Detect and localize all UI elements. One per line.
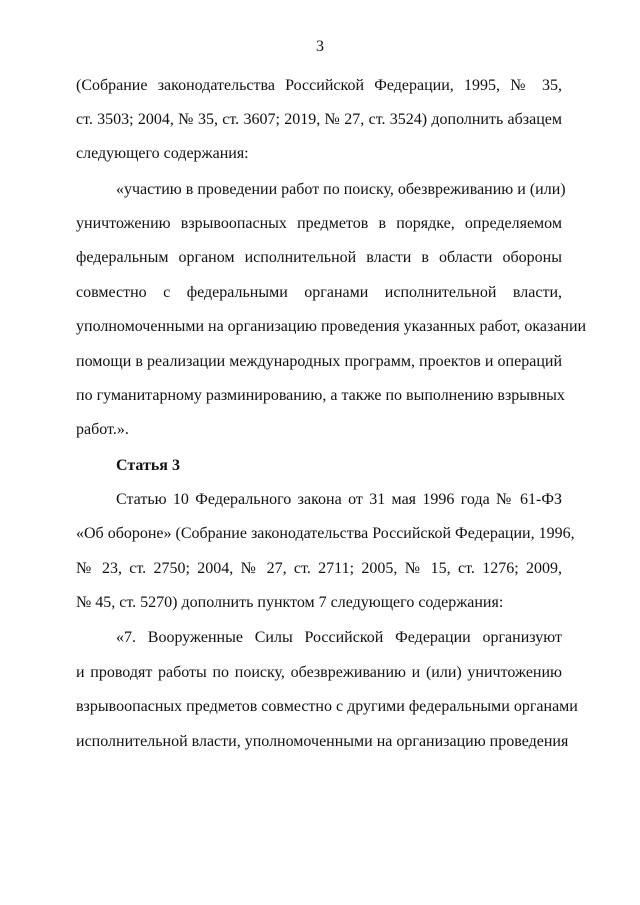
text-line: по гуманитарному разминированию, а также по выполнению взрывных (76, 387, 565, 404)
text-line: уполномоченными на организацию проведения указанных работ, оказании (76, 318, 587, 335)
text-line: № 45, ст. 5270) дополнить пунктом 7 следующего содержания: (76, 594, 504, 611)
text-line: № 23, ст. 2750; 2004, № 27, ст. 2711; 2005, № 15, ст. 1276; 2009, (76, 560, 562, 577)
text-line: работ.». (76, 421, 129, 438)
text-line: помощи в реализации международных программ, проектов и операций (76, 353, 562, 370)
text-line: исполнительной власти, уполномоченными на организацию проведения (76, 733, 569, 750)
text-line: «Об обороне» (Собрание законодательства Российской Федерации, 1996, (76, 525, 575, 542)
text-line: (Собрание законодательства Российской Федерации, 1995, № 35, (76, 77, 562, 94)
text-line: и проводят работы по поиску, обезвреживанию и (или) уничтожению (76, 664, 562, 681)
text-line: взрывоопасных предметов совместно с другими федеральными органами (76, 698, 578, 715)
text-line: федеральным органом исполнительной власти в области обороны (76, 249, 562, 266)
text-line: ст. 3503; 2004, № 35, ст. 3607; 2019, № 27, ст. 3524) дополнить абзацем (76, 111, 562, 128)
text-line: уничтожению взрывоопасных предметов в порядке, определяемом (76, 215, 562, 232)
text-line: совместно с федеральными органами исполнительной власти, (76, 284, 562, 301)
text-line: Статью 10 Федерального закона от 31 мая 1996 года № 61-ФЗ (116, 491, 562, 508)
text-line: «участию в проведении работ по поиску, обезвреживанию и (или) (116, 181, 566, 198)
text-line: следующего содержания: (76, 145, 249, 162)
text-line: «7. Вооруженные Силы Российской Федерации организуют (116, 629, 562, 646)
page-number: 3 (316, 38, 324, 55)
article-heading: Статья 3 (116, 457, 180, 474)
